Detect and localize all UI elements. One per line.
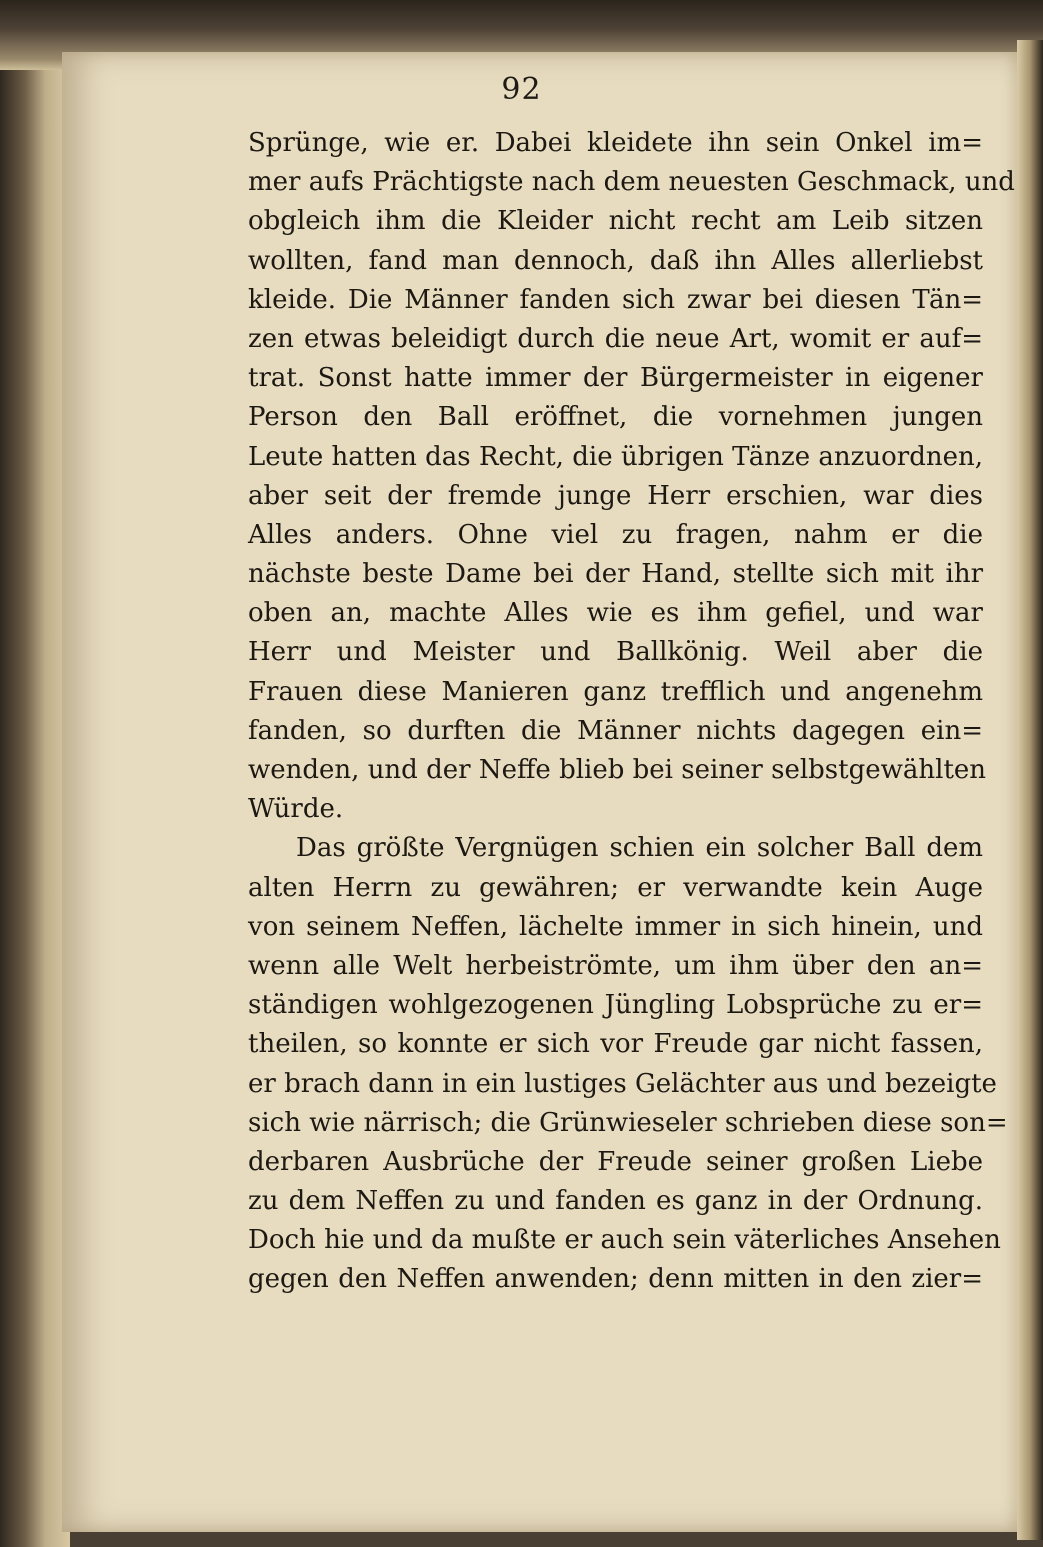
text-line: kleide. Die Männer fanden sich zwar bei diesen Tän= — [248, 284, 983, 315]
text-line: Doch hie und da mußte er auch sein väterliches Ansehen — [248, 1225, 1001, 1256]
text-line: Herr und Meister und Ballkönig. Weil aber die — [248, 637, 983, 668]
text-line: ständigen wohlgezogenen Jüngling Lobsprüche zu er= — [248, 990, 983, 1021]
text-line: von seinem Neffen, lächelte immer in sich hinein, und — [248, 911, 983, 942]
text-line: nächste beste Dame bei der Hand, stellte sich mit ihr — [248, 559, 983, 590]
page-number: 92 — [501, 72, 542, 107]
text-line: Leute hatten das Recht, die übrigen Tänze anzuordnen, — [248, 441, 983, 472]
text-line: derbaren Ausbrüche der Freude seiner großen Liebe — [248, 1146, 983, 1177]
text-line: fanden, so durften die Männer nichts dagegen ein= — [248, 715, 983, 746]
text-line: theilen, so konnte er sich vor Freude gar nicht fassen, — [248, 1029, 983, 1060]
paragraph-1 — [248, 124, 1015, 829]
text-line: wollten, fand man dennoch, daß ihn Alles allerliebst — [248, 245, 983, 276]
text-line: wenden, und der Neffe blieb bei seiner selbstgewählten — [248, 755, 987, 785]
text-line: Frauen diese Manieren ganz trefflich und angenehm — [248, 676, 983, 707]
text-line: er brach dann in ein lustiges Gelächter aus und bezeigte — [248, 1068, 997, 1099]
text-line: obgleich ihm die Kleider nicht recht am Leib sitzen — [248, 206, 983, 237]
text-line: Person den Ball eröffnet, die vornehmen jungen — [248, 402, 983, 433]
text-line: sich wie närrisch; die Grünwieseler schrieben diese son= — [248, 1107, 1008, 1138]
text-line: mer aufs Prächtigste nach dem neuesten Geschmack, und — [248, 167, 1015, 198]
text-line: Sprünge, wie er. Dabei kleidete ihn sein Onkel im= — [248, 128, 983, 158]
text-line: Würde. — [248, 794, 344, 825]
book-spine-edge — [0, 0, 70, 1547]
text-line: alten Herrn zu gewähren; er verwandte kein Auge — [248, 872, 983, 903]
text-line: trat. Sonst hatte immer der Bürgermeister in eigener — [248, 363, 983, 394]
text-line: wenn alle Welt herbeiströmte, um ihm über den an= — [248, 950, 983, 981]
page-right-edge — [1017, 40, 1043, 1540]
text-line: zen etwas beleidigt durch die neue Art, womit er auf= — [248, 323, 983, 354]
text-line: Alles anders. Ohne viel zu fragen, nahm er die — [248, 519, 983, 550]
text-line: gegen den Neffen anwenden; denn mitten in den zier= — [248, 1264, 983, 1295]
text-line: zu dem Neffen zu und fanden es ganz in der Ordnung. — [248, 1186, 983, 1217]
text-line: oben an, machte Alles wie es ihm gefiel, und war — [248, 598, 983, 629]
paragraph-2 — [248, 829, 1008, 1299]
text-block — [248, 124, 1015, 1300]
text-line: aber seit der fremde junge Herr erschien, war dies — [248, 480, 983, 511]
text-line: Das größte Vergnügen schien ein solcher Ball dem — [296, 833, 983, 864]
